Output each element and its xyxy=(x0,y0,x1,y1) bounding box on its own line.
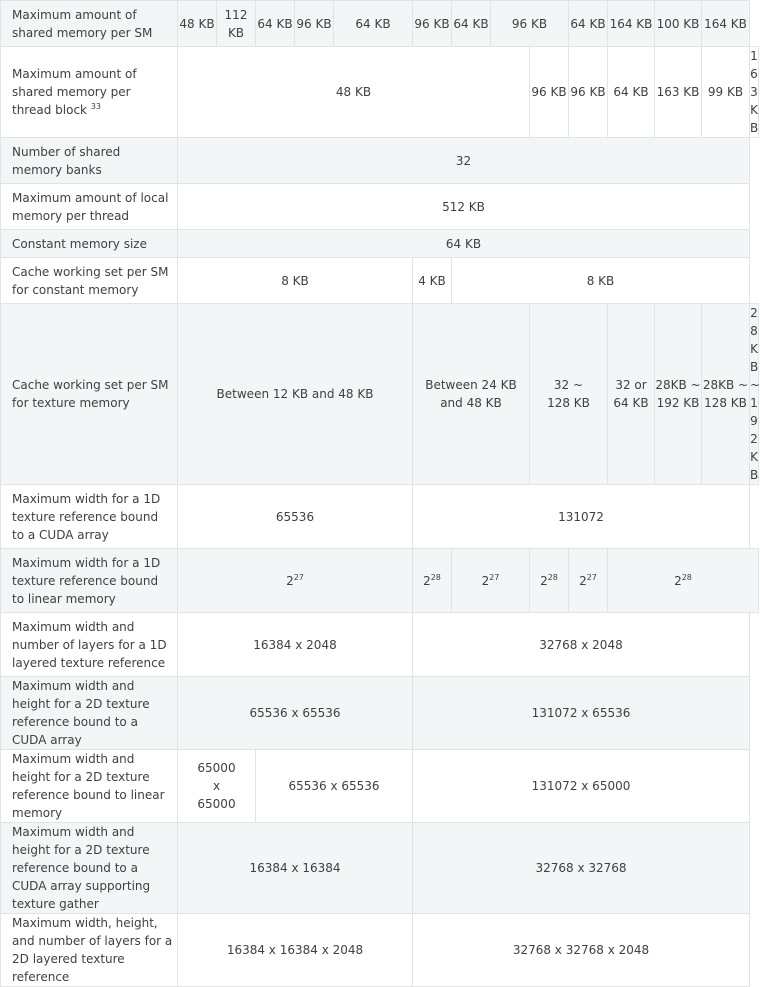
table-cell: $2^{28}$ xyxy=(608,549,759,613)
row-label: Maximum width and height for a 2D texture reference bound to a CUDA array supporting texture gather xyxy=(1,823,178,914)
table-row xyxy=(1,485,759,549)
table-cell: 64 KB xyxy=(256,1,295,47)
table-row xyxy=(1,230,759,258)
table-cell: 64 KB xyxy=(178,230,750,258)
table-cell: 48 KB xyxy=(178,47,530,138)
row-label: Maximum width and height for a 2D texture reference bound to a CUDA array xyxy=(1,677,178,750)
row-label: Maximum width and number of layers for a 1D layered texture reference xyxy=(1,613,178,677)
table-cell: Between 24 KB and 48 KB xyxy=(413,304,530,485)
table-cell: 28KB ~ 128 KB xyxy=(702,304,750,485)
table-cell: 65536 x 65536 xyxy=(178,677,413,750)
row-label: Maximum amount of local memory per thread xyxy=(1,184,178,230)
table-cell: 96 KB xyxy=(413,1,452,47)
row-label: Constant memory size xyxy=(1,230,178,258)
table-cell: 99 KB xyxy=(702,47,750,138)
table-cell: 32768 x 32768 x 2048 xyxy=(413,914,750,987)
table-cell: 32768 x 32768 xyxy=(413,823,750,914)
table-cell: 64 KB xyxy=(569,1,608,47)
table-cell: 64 KB xyxy=(334,1,413,47)
table-row xyxy=(1,549,759,613)
table-cell: 16384 x 16384 x 2048 xyxy=(178,914,413,987)
table-cell: 100 KB xyxy=(655,1,702,47)
table-cell: 4 KB xyxy=(413,258,452,304)
table-cell: 96 KB xyxy=(569,47,608,138)
table-cell: 96 KB xyxy=(295,1,334,47)
table-cell: 65536 xyxy=(178,485,413,549)
table-cell: 65000 x 65000 xyxy=(178,750,256,823)
table-cell: $2^{27}$ xyxy=(452,549,530,613)
table-cell: 8 KB xyxy=(178,258,413,304)
table-row xyxy=(1,677,759,750)
table-cell: 96 KB xyxy=(530,47,569,138)
row-label: Number of shared memory banks xyxy=(1,138,178,184)
table-cell: 16384 x 16384 xyxy=(178,823,413,914)
table-cell: 112 KB xyxy=(217,1,256,47)
table-row xyxy=(1,304,759,485)
table-cell: 65536 x 65536 xyxy=(256,750,413,823)
table-cell: 16384 x 2048 xyxy=(178,613,413,677)
row-label: Maximum width, height, and number of layers for a 2D layered texture reference xyxy=(1,914,178,987)
row-label-text: Maximum amount of shared memory per thread block xyxy=(12,67,137,117)
table-row xyxy=(1,823,759,914)
row-label: Cache working set per SM for constant memory xyxy=(1,258,178,304)
table-row xyxy=(1,1,759,47)
table-cell: Between 12 KB and 48 KB xyxy=(178,304,413,485)
row-label: Maximum width for a 1D texture reference bound to linear memory xyxy=(1,549,178,613)
table-cell: 8 KB xyxy=(452,258,750,304)
table-cell: 512 KB xyxy=(178,184,750,230)
table-cell: 131072 x 65000 xyxy=(413,750,750,823)
table-cell: 131072 x 65536 xyxy=(413,677,750,750)
table-row xyxy=(1,914,759,987)
table-cell: $2^{28}$ xyxy=(413,549,452,613)
table-cell: 164 KB xyxy=(608,1,655,47)
footnote-ref[interactable]: 33 xyxy=(90,102,102,111)
table-row xyxy=(1,184,759,230)
table-cell: 28KB ~ 192 KB xyxy=(750,304,759,485)
row-label: Maximum amount of shared memory per SM xyxy=(1,1,178,47)
table-cell: 96 KB xyxy=(491,1,569,47)
table-cell: 131072 xyxy=(413,485,750,549)
table-row xyxy=(1,750,759,823)
table-cell: 64 KB xyxy=(452,1,491,47)
table-cell: 32 xyxy=(178,138,750,184)
row-label xyxy=(1,47,178,138)
table-cell: 32 ~ 128 KB xyxy=(530,304,608,485)
table-cell: 28KB ~ 192 KB xyxy=(655,304,702,485)
table-cell: 32 or 64 KB xyxy=(608,304,655,485)
table-cell: 32768 x 2048 xyxy=(413,613,750,677)
table-cell: $2^{27}$ xyxy=(178,549,413,613)
row-label: Cache working set per SM for texture memory xyxy=(1,304,178,485)
table-cell: 164 KB xyxy=(702,1,750,47)
table-cell: 64 KB xyxy=(608,47,655,138)
table-cell: $2^{27}$ xyxy=(569,549,608,613)
row-label: Maximum width for a 1D texture reference bound to a CUDA array xyxy=(1,485,178,549)
table-row xyxy=(1,138,759,184)
table-cell: 48 KB xyxy=(178,1,217,47)
table-row xyxy=(1,47,759,138)
row-label: Maximum width and height for a 2D texture reference bound to linear memory xyxy=(1,750,178,823)
table-cell: $2^{28}$ xyxy=(530,549,569,613)
table-row xyxy=(1,258,759,304)
table-cell: 163 KB xyxy=(655,47,702,138)
table-row xyxy=(1,613,759,677)
table-cell: 163 KB xyxy=(750,47,759,138)
